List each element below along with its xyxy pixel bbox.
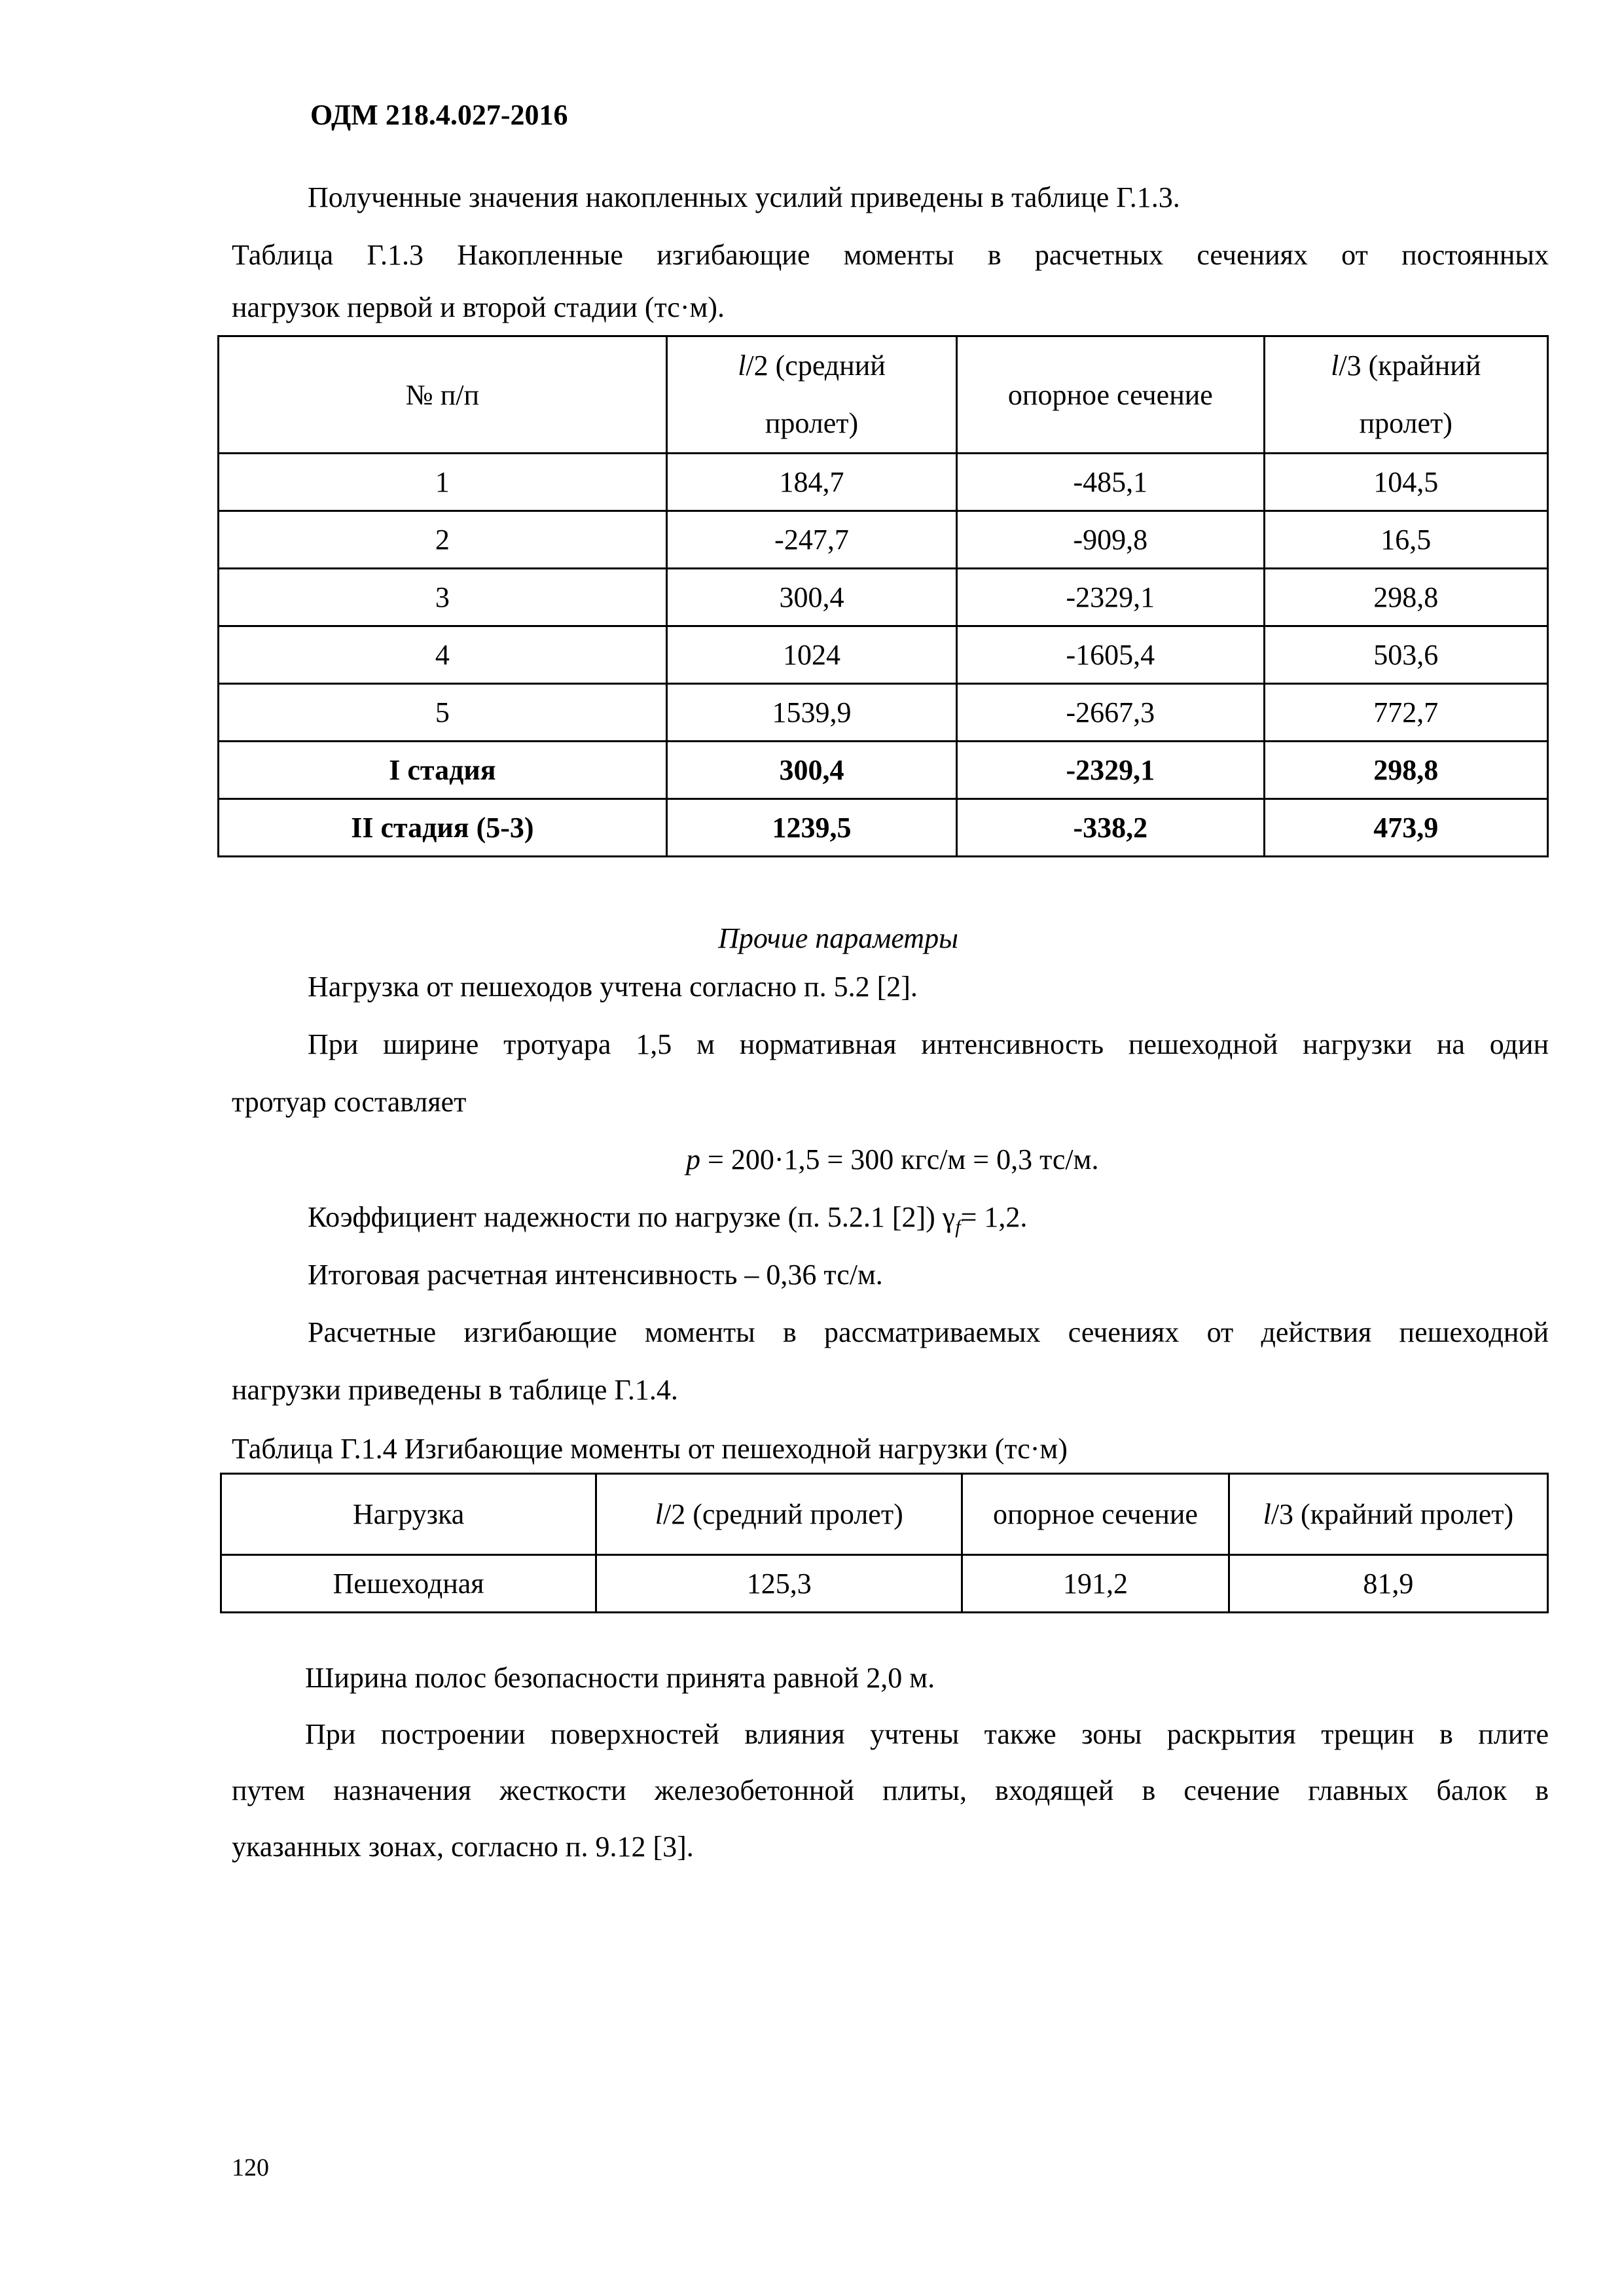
table-cell: 1 <box>219 454 667 511</box>
table-cell: 125,3 <box>596 1555 962 1613</box>
table1-header-row <box>219 336 1548 454</box>
table-cell: -485,1 <box>957 454 1264 511</box>
table-row <box>221 1555 1548 1613</box>
table-cell: 2 <box>219 511 667 569</box>
table-accumulated-moments <box>217 335 1549 857</box>
table-cell: Пешеходная <box>221 1555 596 1613</box>
table1-caption-line2: нагрузок первой и второй стадии (тс·м). <box>232 291 725 323</box>
table-cell: 1024 <box>666 626 956 684</box>
table-cell: 184,7 <box>666 454 956 511</box>
table-cell: 81,9 <box>1229 1555 1547 1613</box>
paragraph-sidewalk-width-line1: При ширине тротуара 1,5 м нормативная интенсивность пешеходной нагрузки на один <box>308 1028 1549 1060</box>
table-cell: 473,9 <box>1264 799 1547 857</box>
paragraph-pedestrian-load: Нагрузка от пешеходов учтена согласно п. 5.2 [2]. <box>308 971 918 1003</box>
table-cell: 300,4 <box>666 742 956 799</box>
table1-header-number: № п/п <box>219 336 667 454</box>
table1-header-edge-span: l/3 (крайний пролет) <box>1264 336 1547 454</box>
paragraph-total-intensity: Итоговая расчетная интенсивность – 0,36 тс/м. <box>308 1259 883 1291</box>
table-cell: 104,5 <box>1264 454 1547 511</box>
table-cell: 1539,9 <box>666 684 956 742</box>
table-cell: -338,2 <box>957 799 1264 857</box>
paragraph-moments-line2: нагрузки приведены в таблице Г.1.4. <box>232 1374 678 1406</box>
paragraph-safety-strips: Ширина полос безопасности принята равной 2,0 м. <box>305 1662 935 1694</box>
table-cell: 772,7 <box>1264 684 1547 742</box>
table-row-stage-1 <box>219 742 1548 799</box>
table1-header-support: опорное сечение <box>957 336 1264 454</box>
paragraph-moments-line1: Расчетные изгибающие моменты в рассматриваемых сечениях от действия пешеходной <box>308 1316 1549 1348</box>
paragraph-surfaces-line2: путем назначения жесткости железобетонной плиты, входящей в сечение главных балок в <box>232 1774 1549 1806</box>
table-cell: 16,5 <box>1264 511 1547 569</box>
table-row <box>219 511 1548 569</box>
table-row <box>219 454 1548 511</box>
table-row <box>219 684 1548 742</box>
table-cell: -2329,1 <box>957 742 1264 799</box>
table2-header-row <box>221 1474 1548 1555</box>
table-cell: 5 <box>219 684 667 742</box>
section-title: Прочие параметры <box>718 922 958 954</box>
table-cell: 298,8 <box>1264 569 1547 626</box>
table2-caption: Таблица Г.1.4 Изгибающие моменты от пешеходной нагрузки (тс·м) <box>232 1433 1068 1465</box>
table-cell: -2329,1 <box>957 569 1264 626</box>
table-cell: II стадия (5-3) <box>219 799 667 857</box>
table-cell: -2667,3 <box>957 684 1264 742</box>
table-row <box>219 626 1548 684</box>
table-row-stage-2 <box>219 799 1548 857</box>
table1-caption-line1: Таблица Г.1.3 Накопленные изгибающие моменты в расчетных сечениях от постоянных <box>232 239 1549 271</box>
table-cell: 300,4 <box>666 569 956 626</box>
table-cell: 298,8 <box>1264 742 1547 799</box>
table2-header-mid-span: l/2 (средний пролет) <box>596 1474 962 1555</box>
paragraph-surfaces-line1: При построении поверхностей влияния учтены также зоны раскрытия трещин в плите <box>305 1718 1549 1750</box>
paragraph-sidewalk-width-line2: тротуар составляет <box>232 1086 467 1118</box>
table2-header-load: Нагрузка <box>221 1474 596 1555</box>
table2-header-edge-span: l/3 (крайний пролет) <box>1229 1474 1547 1555</box>
table-cell: -1605,4 <box>957 626 1264 684</box>
document-code-header: ОДМ 218.4.027-2016 <box>310 99 568 131</box>
table-cell: 503,6 <box>1264 626 1547 684</box>
paragraph-reliability-coefficient: Коэффициент надежности по нагрузке (п. 5.2.1 [2]) $\gamma_f= 1,2$. <box>308 1201 1028 1238</box>
formula-pedestrian-intensity: p = 200·1,5 = 300 кгс/м = 0,3 тс/м. <box>686 1143 1099 1175</box>
table-cell: 191,2 <box>962 1555 1229 1613</box>
table-cell: -909,8 <box>957 511 1264 569</box>
table-cell: 1239,5 <box>666 799 956 857</box>
table-cell: I стадия <box>219 742 667 799</box>
table-pedestrian-moments <box>220 1473 1549 1613</box>
paragraph-surfaces-line3: указанных зонах, согласно п. 9.12 [3]. <box>232 1831 694 1863</box>
table2-header-support: опорное сечение <box>962 1474 1229 1555</box>
table-cell: -247,7 <box>666 511 956 569</box>
table-cell: 3 <box>219 569 667 626</box>
table-cell: 4 <box>219 626 667 684</box>
intro-sentence: Полученные значения накопленных усилий приведены в таблице Г.1.3. <box>308 181 1180 213</box>
table1-header-mid-span: l/2 (средний пролет) <box>666 336 956 454</box>
table-row <box>219 569 1548 626</box>
page-number: 120 <box>232 2154 269 2181</box>
